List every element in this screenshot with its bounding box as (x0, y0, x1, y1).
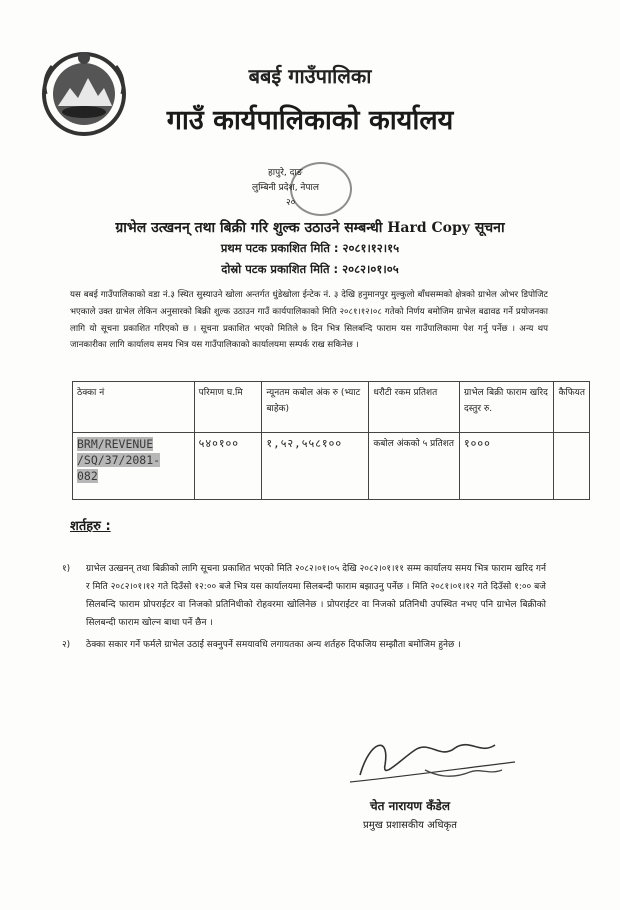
min-bid-cell: १,५२,५५८१०० (262, 433, 369, 500)
header-quantity: परिमाण घ.मि (194, 382, 262, 433)
quantity-cell: ५४०१०० (194, 433, 262, 500)
first-publish-date: प्रथम पटक प्रकाशित मिति : २०८१।१२।१५ (220, 241, 400, 255)
address-line-2: लुम्बिनी प्रदेश, नेपाल (252, 183, 319, 193)
table-row (73, 433, 590, 500)
table-header-row (73, 382, 590, 433)
office-title: गाउँ कार्यपालिकाको कार्यालय (166, 105, 454, 136)
header-deposit: धरौटी रकम प्रतिशत (369, 382, 460, 433)
term-item (62, 560, 546, 632)
header-remarks: कैफियत (554, 382, 590, 433)
notice-body: यस बबई गाउँपालिकाको वडा नं.३ स्थित सुस्याउने खोला अन्तर्गत धुंडेखोला ईन्टेक नं. ३ देखि हनुमानपुर मुल्कुलो बाँधसम्मको क्षेत्रको ग्राभेल ओभर डिपोजिट भएकाले उक्त ग्राभेल लेकिन अनुसारको बिक्री शुल्क उठाउन गाउँ कार्यपालिकाको मिति २०८१।१२।०८ गतेको निर्णय बमोजिम ग्राभेल बढावढ गर्ने प्रयोजनका लागि यो सूचना प्रकाशित गरिएको छ । सूचना प्रकाशित भएको मितिले ७ दिन भित्र सिलबन्दि फाराम यस गाउँपालिकामा पेश गर्नु पर्नेछ । अन्य थप जानकारीका लागि कार्यालय समय भित्र यस गाउँपालिकाको कार्यालयमा सम्पर्क राख सकिनेछ । (70, 290, 548, 351)
contract-table (72, 381, 590, 500)
contract-no-line: 082 (77, 469, 98, 483)
contract-no-line: /SQ/37/2081- (77, 453, 161, 467)
contract-no-cell (73, 433, 195, 500)
header-form-fee: ग्राभेल बिक्री फाराम खरिद दस्तुर रु. (459, 382, 554, 433)
remarks-cell (554, 433, 590, 500)
handwritten-signature-icon (330, 720, 530, 795)
terms-list (62, 560, 546, 658)
header-contract-no: ठेक्का नं (73, 382, 195, 433)
term-text: ग्राभेल उत्खनन् तथा बिक्रीको लागि सूचना प्रकाशित भएको मिति २०८२।०१।०५ देखि २०८२।०१।११ सम्म कार्यालय समय भित्र फाराम खरिद गर्न र मिति २०८२।०१।१२ गते दिउँसो १२:०० बजे भित्र यस कार्यालयमा सिलबन्दी फाराम बझाउनु पर्नेछ । मिति २०८१।०१।१२ गते दिउँसो १:०० बजे सिलबन्दि फाराम प्रोपराईटर वा निजको प्रतिनिधीको रोहवरमा खोलिनेछ । प्रोपराईटर वा निजको प्रतिनिधी उपस्थित नभए पनि ग्राभेल बिक्रीको सिलबन्दी फाराम खोल्न बाधा पर्ने छैन । (86, 564, 546, 628)
notice-title: ग्राभेल उत्खनन् तथा बिक्री गरि शुल्क उठाउने सम्बन्धी Hard Copy सूचना (115, 220, 505, 236)
deposit-cell: कबोल अंकको ५ प्रतिशत (369, 433, 460, 500)
second-publish-date: दोस्रो पटक प्रकाशित मिति : २०८२।०१।०५ (221, 262, 399, 276)
term-number: १) (62, 564, 71, 574)
contract-no-line: BRM/REVENUE (77, 437, 154, 451)
header-min-bid: न्यूनतम कबोल अंक रु (भ्याट बाहेक) (262, 382, 369, 433)
address-line-3: २० (286, 198, 296, 208)
form-fee-cell: १००० (459, 433, 554, 500)
signatory-name: चेत नारायण कँडेल (369, 799, 450, 813)
address-line-1: हापुरे, दाङ (268, 168, 303, 178)
term-text: ठेक्का सकार गर्ने फर्मले ग्राभेल उठाई सक्नुपर्ने समयावधि लगायतका अन्य शर्तहरु दिफजिय सम्झौता बमोजिम हुनेछ । (86, 640, 461, 650)
signatory-designation: प्रमुख प्रशासकीय अधिकृत (363, 820, 457, 831)
terms-heading: शर्तहरु : (70, 519, 111, 534)
municipality-name: बबई गाउँपालिका (248, 64, 372, 88)
term-item (62, 636, 546, 654)
term-number: २) (62, 640, 71, 650)
